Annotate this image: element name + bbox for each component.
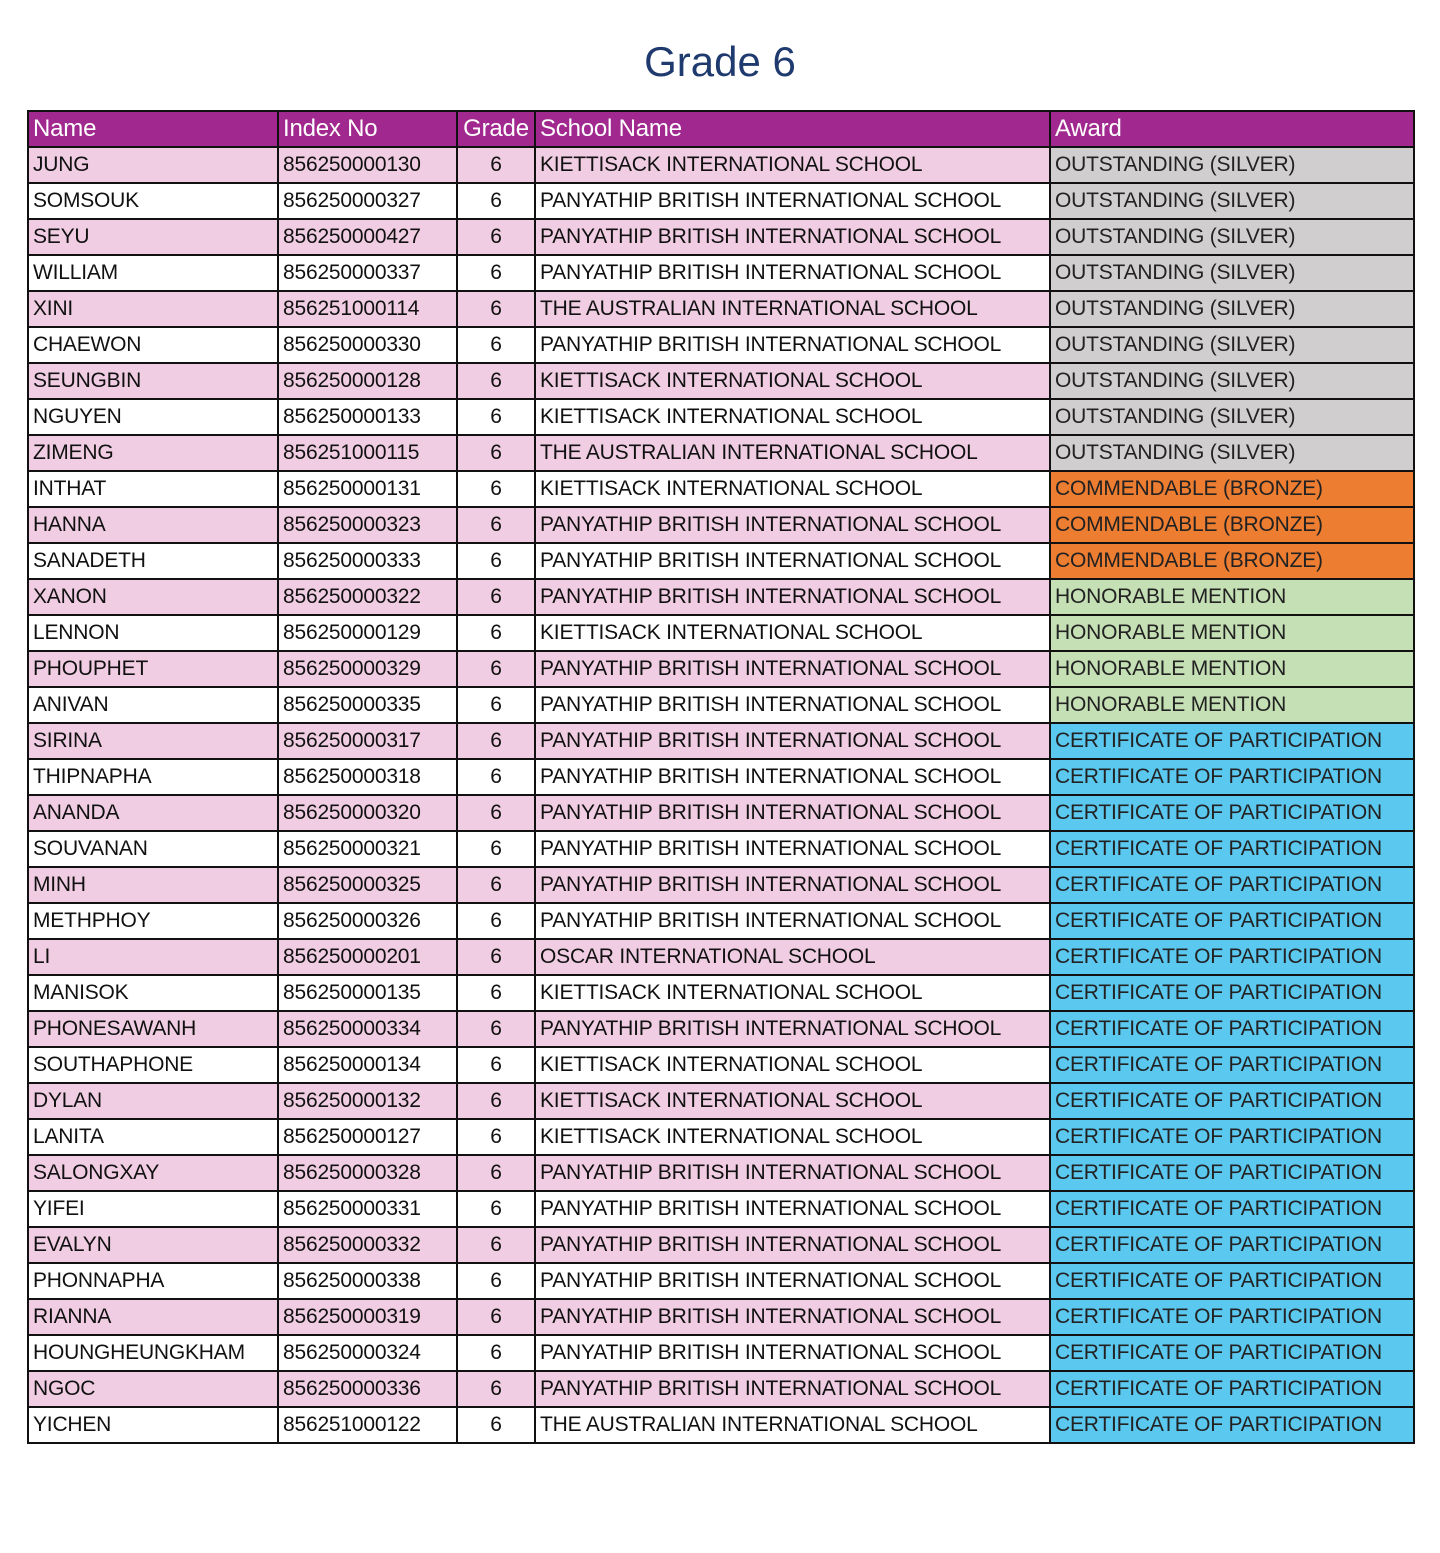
cell-grade: 6 (457, 183, 535, 219)
cell-index-no: 856250000324 (278, 1335, 457, 1371)
cell-award: OUTSTANDING (SILVER) (1050, 327, 1414, 363)
cell-name: JUNG (28, 147, 278, 183)
cell-school-name: PANYATHIP BRITISH INTERNATIONAL SCHOOL (535, 543, 1050, 579)
cell-index-no: 856250000331 (278, 1191, 457, 1227)
cell-name: SOMSOUK (28, 183, 278, 219)
cell-index-no: 856250000334 (278, 1011, 457, 1047)
cell-grade: 6 (457, 651, 535, 687)
table-row (28, 759, 1414, 795)
cell-grade: 6 (457, 795, 535, 831)
cell-school-name: PANYATHIP BRITISH INTERNATIONAL SCHOOL (535, 183, 1050, 219)
cell-school-name: PANYATHIP BRITISH INTERNATIONAL SCHOOL (535, 651, 1050, 687)
cell-school-name: KIETTISACK INTERNATIONAL SCHOOL (535, 147, 1050, 183)
cell-school-name: KIETTISACK INTERNATIONAL SCHOOL (535, 399, 1050, 435)
cell-name: INTHAT (28, 471, 278, 507)
cell-name: EVALYN (28, 1227, 278, 1263)
table-row (28, 327, 1414, 363)
cell-grade: 6 (457, 435, 535, 471)
cell-award: OUTSTANDING (SILVER) (1050, 219, 1414, 255)
cell-grade: 6 (457, 291, 535, 327)
cell-name: PHONNAPHA (28, 1263, 278, 1299)
cell-award: CERTIFICATE OF PARTICIPATION (1050, 1047, 1414, 1083)
cell-school-name: KIETTISACK INTERNATIONAL SCHOOL (535, 363, 1050, 399)
cell-school-name: THE AUSTRALIAN INTERNATIONAL SCHOOL (535, 435, 1050, 471)
cell-grade: 6 (457, 255, 535, 291)
cell-grade: 6 (457, 1047, 535, 1083)
table-row (28, 1047, 1414, 1083)
cell-name: SALONGXAY (28, 1155, 278, 1191)
cell-award: CERTIFICATE OF PARTICIPATION (1050, 867, 1414, 903)
cell-name: ANANDA (28, 795, 278, 831)
cell-school-name: PANYATHIP BRITISH INTERNATIONAL SCHOOL (535, 723, 1050, 759)
cell-award: HONORABLE MENTION (1050, 651, 1414, 687)
cell-index-no: 856250000337 (278, 255, 457, 291)
cell-index-no: 856250000132 (278, 1083, 457, 1119)
table-row (28, 975, 1414, 1011)
cell-grade: 6 (457, 399, 535, 435)
cell-grade: 6 (457, 147, 535, 183)
cell-index-no: 856250000317 (278, 723, 457, 759)
cell-index-no: 856250000130 (278, 147, 457, 183)
cell-school-name: PANYATHIP BRITISH INTERNATIONAL SCHOOL (535, 867, 1050, 903)
cell-award: OUTSTANDING (SILVER) (1050, 399, 1414, 435)
cell-award: CERTIFICATE OF PARTICIPATION (1050, 975, 1414, 1011)
cell-grade: 6 (457, 903, 535, 939)
cell-award: CERTIFICATE OF PARTICIPATION (1050, 903, 1414, 939)
table-row (28, 939, 1414, 975)
cell-school-name: PANYATHIP BRITISH INTERNATIONAL SCHOOL (535, 1299, 1050, 1335)
cell-name: NGOC (28, 1371, 278, 1407)
cell-grade: 6 (457, 615, 535, 651)
cell-school-name: KIETTISACK INTERNATIONAL SCHOOL (535, 615, 1050, 651)
cell-grade: 6 (457, 471, 535, 507)
cell-school-name: PANYATHIP BRITISH INTERNATIONAL SCHOOL (535, 327, 1050, 363)
cell-index-no: 856250000134 (278, 1047, 457, 1083)
header-grade: Grade (457, 111, 535, 147)
cell-school-name: PANYATHIP BRITISH INTERNATIONAL SCHOOL (535, 759, 1050, 795)
cell-name: XINI (28, 291, 278, 327)
awards-table (27, 110, 1415, 1444)
header-school-name: School Name (535, 111, 1050, 147)
cell-school-name: KIETTISACK INTERNATIONAL SCHOOL (535, 1119, 1050, 1155)
header-name: Name (28, 111, 278, 147)
cell-index-no: 856250000335 (278, 687, 457, 723)
table-row (28, 1371, 1414, 1407)
cell-grade: 6 (457, 219, 535, 255)
cell-grade: 6 (457, 1407, 535, 1443)
cell-school-name: PANYATHIP BRITISH INTERNATIONAL SCHOOL (535, 1191, 1050, 1227)
cell-name: HANNA (28, 507, 278, 543)
cell-index-no: 856250000128 (278, 363, 457, 399)
cell-award: HONORABLE MENTION (1050, 687, 1414, 723)
cell-grade: 6 (457, 327, 535, 363)
cell-school-name: PANYATHIP BRITISH INTERNATIONAL SCHOOL (535, 1335, 1050, 1371)
cell-name: PHOUPHET (28, 651, 278, 687)
cell-school-name: KIETTISACK INTERNATIONAL SCHOOL (535, 975, 1050, 1011)
table-row (28, 435, 1414, 471)
cell-school-name: PANYATHIP BRITISH INTERNATIONAL SCHOOL (535, 831, 1050, 867)
cell-grade: 6 (457, 1335, 535, 1371)
cell-award: CERTIFICATE OF PARTICIPATION (1050, 759, 1414, 795)
cell-school-name: PANYATHIP BRITISH INTERNATIONAL SCHOOL (535, 1227, 1050, 1263)
table-row (28, 363, 1414, 399)
header-award: Award (1050, 111, 1414, 147)
table-row (28, 723, 1414, 759)
cell-school-name: PANYATHIP BRITISH INTERNATIONAL SCHOOL (535, 255, 1050, 291)
table-row (28, 795, 1414, 831)
table-row (28, 1407, 1414, 1443)
table-row (28, 615, 1414, 651)
cell-grade: 6 (457, 723, 535, 759)
table-row (28, 1335, 1414, 1371)
table-row (28, 147, 1414, 183)
cell-award: OUTSTANDING (SILVER) (1050, 363, 1414, 399)
cell-index-no: 856250000326 (278, 903, 457, 939)
table-row (28, 1119, 1414, 1155)
cell-school-name: THE AUSTRALIAN INTERNATIONAL SCHOOL (535, 1407, 1050, 1443)
cell-award: HONORABLE MENTION (1050, 579, 1414, 615)
cell-grade: 6 (457, 543, 535, 579)
cell-award: CERTIFICATE OF PARTICIPATION (1050, 1371, 1414, 1407)
page-title: Grade 6 (644, 38, 796, 85)
cell-school-name: KIETTISACK INTERNATIONAL SCHOOL (535, 1083, 1050, 1119)
cell-award: CERTIFICATE OF PARTICIPATION (1050, 1263, 1414, 1299)
cell-name: LANITA (28, 1119, 278, 1155)
cell-index-no: 856250000333 (278, 543, 457, 579)
cell-award: CERTIFICATE OF PARTICIPATION (1050, 939, 1414, 975)
table-row (28, 1191, 1414, 1227)
cell-award: CERTIFICATE OF PARTICIPATION (1050, 723, 1414, 759)
cell-grade: 6 (457, 363, 535, 399)
cell-index-no: 856250000320 (278, 795, 457, 831)
cell-index-no: 856250000135 (278, 975, 457, 1011)
table-row (28, 543, 1414, 579)
cell-name: SEUNGBIN (28, 363, 278, 399)
cell-index-no: 856250000330 (278, 327, 457, 363)
cell-grade: 6 (457, 1119, 535, 1155)
cell-grade: 6 (457, 939, 535, 975)
cell-index-no: 856250000131 (278, 471, 457, 507)
cell-index-no: 856250000319 (278, 1299, 457, 1335)
cell-school-name: PANYATHIP BRITISH INTERNATIONAL SCHOOL (535, 579, 1050, 615)
cell-school-name: PANYATHIP BRITISH INTERNATIONAL SCHOOL (535, 219, 1050, 255)
table-row (28, 903, 1414, 939)
cell-award: CERTIFICATE OF PARTICIPATION (1050, 1227, 1414, 1263)
table-row (28, 255, 1414, 291)
cell-award: CERTIFICATE OF PARTICIPATION (1050, 1335, 1414, 1371)
cell-index-no: 856251000122 (278, 1407, 457, 1443)
cell-index-no: 856250000325 (278, 867, 457, 903)
cell-index-no: 856250000327 (278, 183, 457, 219)
cell-award: CERTIFICATE OF PARTICIPATION (1050, 831, 1414, 867)
cell-grade: 6 (457, 1083, 535, 1119)
cell-index-no: 856250000427 (278, 219, 457, 255)
cell-grade: 6 (457, 1011, 535, 1047)
cell-award: HONORABLE MENTION (1050, 615, 1414, 651)
cell-name: LI (28, 939, 278, 975)
cell-award: COMMENDABLE (BRONZE) (1050, 471, 1414, 507)
cell-index-no: 856250000322 (278, 579, 457, 615)
cell-award: CERTIFICATE OF PARTICIPATION (1050, 795, 1414, 831)
cell-index-no: 856250000338 (278, 1263, 457, 1299)
cell-name: RIANNA (28, 1299, 278, 1335)
cell-award: CERTIFICATE OF PARTICIPATION (1050, 1011, 1414, 1047)
cell-award: OUTSTANDING (SILVER) (1050, 183, 1414, 219)
cell-name: YIFEI (28, 1191, 278, 1227)
cell-name: NGUYEN (28, 399, 278, 435)
cell-award: CERTIFICATE OF PARTICIPATION (1050, 1083, 1414, 1119)
cell-school-name: PANYATHIP BRITISH INTERNATIONAL SCHOOL (535, 1371, 1050, 1407)
cell-index-no: 856250000321 (278, 831, 457, 867)
cell-award: COMMENDABLE (BRONZE) (1050, 507, 1414, 543)
cell-name: SEYU (28, 219, 278, 255)
cell-index-no: 856250000329 (278, 651, 457, 687)
cell-grade: 6 (457, 867, 535, 903)
cell-grade: 6 (457, 831, 535, 867)
cell-index-no: 856250000332 (278, 1227, 457, 1263)
cell-index-no: 856250000129 (278, 615, 457, 651)
table-row (28, 1083, 1414, 1119)
cell-name: LENNON (28, 615, 278, 651)
cell-school-name: PANYATHIP BRITISH INTERNATIONAL SCHOOL (535, 903, 1050, 939)
table-row (28, 1155, 1414, 1191)
cell-award: OUTSTANDING (SILVER) (1050, 291, 1414, 327)
cell-grade: 6 (457, 1155, 535, 1191)
cell-name: ANIVAN (28, 687, 278, 723)
cell-grade: 6 (457, 579, 535, 615)
cell-school-name: PANYATHIP BRITISH INTERNATIONAL SCHOOL (535, 1155, 1050, 1191)
cell-grade: 6 (457, 1371, 535, 1407)
table-row (28, 471, 1414, 507)
cell-grade: 6 (457, 1299, 535, 1335)
cell-award: CERTIFICATE OF PARTICIPATION (1050, 1119, 1414, 1155)
cell-index-no: 856250000201 (278, 939, 457, 975)
cell-name: HOUNGHEUNGKHAM (28, 1335, 278, 1371)
cell-grade: 6 (457, 1191, 535, 1227)
cell-index-no: 856250000318 (278, 759, 457, 795)
cell-school-name: PANYATHIP BRITISH INTERNATIONAL SCHOOL (535, 795, 1050, 831)
cell-school-name: OSCAR INTERNATIONAL SCHOOL (535, 939, 1050, 975)
table-header-row (28, 111, 1414, 147)
table-row (28, 687, 1414, 723)
cell-index-no: 856250000323 (278, 507, 457, 543)
cell-school-name: KIETTISACK INTERNATIONAL SCHOOL (535, 1047, 1050, 1083)
cell-name: SIRINA (28, 723, 278, 759)
cell-school-name: PANYATHIP BRITISH INTERNATIONAL SCHOOL (535, 507, 1050, 543)
table-row (28, 1227, 1414, 1263)
cell-name: YICHEN (28, 1407, 278, 1443)
cell-name: PHONESAWANH (28, 1011, 278, 1047)
cell-name: THIPNAPHA (28, 759, 278, 795)
cell-school-name: PANYATHIP BRITISH INTERNATIONAL SCHOOL (535, 1011, 1050, 1047)
cell-name: SOUTHAPHONE (28, 1047, 278, 1083)
cell-school-name: KIETTISACK INTERNATIONAL SCHOOL (535, 471, 1050, 507)
table-row (28, 651, 1414, 687)
cell-name: METHPHOY (28, 903, 278, 939)
header-index-no: Index No (278, 111, 457, 147)
cell-name: MINH (28, 867, 278, 903)
cell-index-no: 856250000127 (278, 1119, 457, 1155)
table-row (28, 1011, 1414, 1047)
cell-school-name: PANYATHIP BRITISH INTERNATIONAL SCHOOL (535, 687, 1050, 723)
cell-name: DYLAN (28, 1083, 278, 1119)
cell-index-no: 856251000115 (278, 435, 457, 471)
cell-award: OUTSTANDING (SILVER) (1050, 147, 1414, 183)
table-row (28, 219, 1414, 255)
cell-award: OUTSTANDING (SILVER) (1050, 255, 1414, 291)
cell-grade: 6 (457, 975, 535, 1011)
table-row (28, 1299, 1414, 1335)
table-row (28, 291, 1414, 327)
cell-school-name: THE AUSTRALIAN INTERNATIONAL SCHOOL (535, 291, 1050, 327)
table-row (28, 831, 1414, 867)
cell-name: WILLIAM (28, 255, 278, 291)
table-body (28, 147, 1414, 1443)
cell-name: MANISOK (28, 975, 278, 1011)
table-row (28, 507, 1414, 543)
cell-index-no: 856250000336 (278, 1371, 457, 1407)
cell-award: OUTSTANDING (SILVER) (1050, 435, 1414, 471)
table-row (28, 867, 1414, 903)
cell-index-no: 856250000133 (278, 399, 457, 435)
table-row (28, 399, 1414, 435)
cell-award: CERTIFICATE OF PARTICIPATION (1050, 1191, 1414, 1227)
cell-name: ZIMENG (28, 435, 278, 471)
cell-award: CERTIFICATE OF PARTICIPATION (1050, 1299, 1414, 1335)
cell-award: CERTIFICATE OF PARTICIPATION (1050, 1407, 1414, 1443)
cell-award: CERTIFICATE OF PARTICIPATION (1050, 1155, 1414, 1191)
cell-grade: 6 (457, 687, 535, 723)
table-row (28, 183, 1414, 219)
cell-index-no: 856251000114 (278, 291, 457, 327)
cell-grade: 6 (457, 759, 535, 795)
cell-grade: 6 (457, 1263, 535, 1299)
cell-name: SOUVANAN (28, 831, 278, 867)
cell-index-no: 856250000328 (278, 1155, 457, 1191)
cell-name: CHAEWON (28, 327, 278, 363)
cell-name: XANON (28, 579, 278, 615)
cell-grade: 6 (457, 507, 535, 543)
cell-name: SANADETH (28, 543, 278, 579)
cell-grade: 6 (457, 1227, 535, 1263)
table-row (28, 1263, 1414, 1299)
cell-award: COMMENDABLE (BRONZE) (1050, 543, 1414, 579)
table-row (28, 579, 1414, 615)
cell-school-name: PANYATHIP BRITISH INTERNATIONAL SCHOOL (535, 1263, 1050, 1299)
